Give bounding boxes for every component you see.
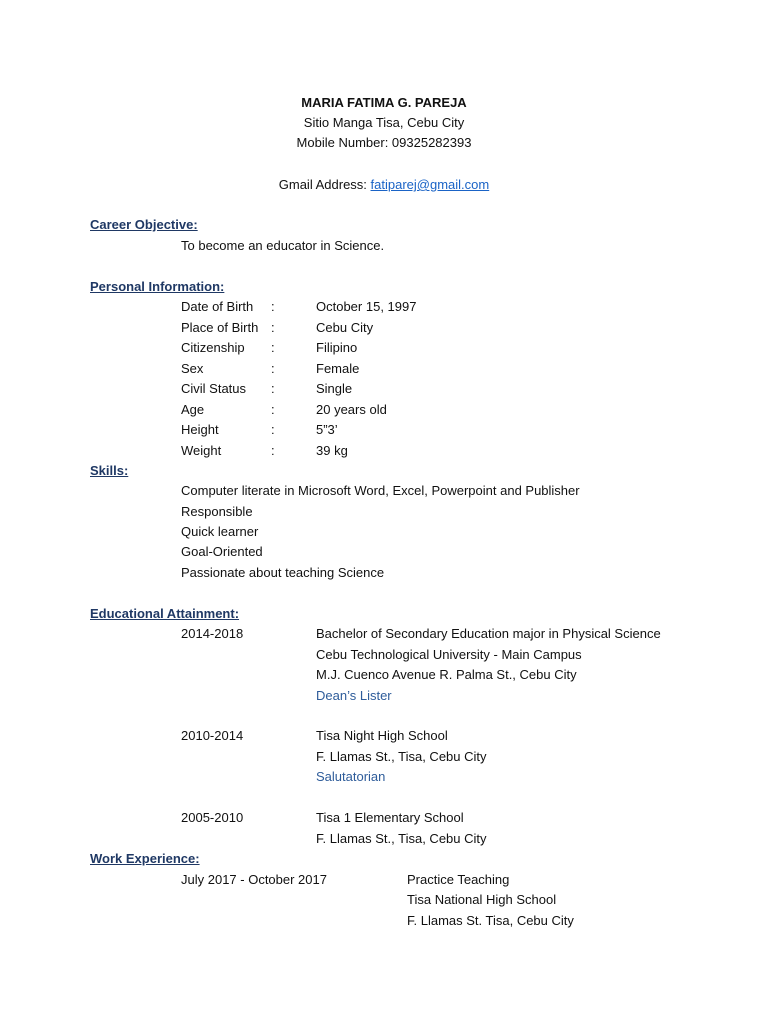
personal-value: Cebu City: [316, 320, 374, 335]
education-line: Cebu Technological University - Main Campus: [316, 647, 582, 662]
education-years: 2005-2010: [181, 810, 244, 825]
personal-separator: :: [271, 402, 275, 417]
education-line: F. Llamas St., Tisa, Cebu City: [316, 831, 487, 846]
career-objective-text: To become an educator in Science.: [181, 238, 385, 253]
personal-label: Height: [181, 422, 219, 437]
personal-label: Sex: [181, 361, 204, 376]
gmail-link[interactable]: fatiparej@gmail.com: [370, 177, 490, 192]
work-period: July 2017 - October 2017: [181, 872, 327, 887]
education-line: Tisa 1 Elementary School: [316, 810, 464, 825]
education-honor: Salutatorian: [316, 769, 386, 784]
mobile-number: Mobile Number: 09325282393: [296, 135, 472, 150]
personal-label: Citizenship: [181, 340, 245, 355]
work-experience-heading: Work Experience:: [90, 851, 200, 866]
skill-item: Computer literate in Microsoft Word, Excel, Powerpoint and Publisher: [181, 483, 580, 498]
personal-value: Filipino: [316, 340, 358, 355]
personal-separator: :: [271, 443, 275, 458]
education-line: Bachelor of Secondary Education major in Physical Science: [316, 626, 661, 641]
work-line: F. Llamas St. Tisa, Cebu City: [407, 913, 574, 928]
applicant-name: MARIA FATIMA G. PAREJA: [301, 95, 467, 110]
skill-item: Responsible: [181, 504, 253, 519]
personal-separator: :: [271, 320, 275, 335]
education-years: 2010-2014: [181, 728, 244, 743]
education-line: Tisa Night High School: [316, 728, 448, 743]
personal-separator: :: [271, 422, 275, 437]
personal-separator: :: [271, 381, 275, 396]
education-line: F. Llamas St., Tisa, Cebu City: [316, 749, 487, 764]
personal-label: Weight: [181, 443, 222, 458]
personal-value: Single: [316, 381, 353, 396]
personal-value: 39 kg: [316, 443, 348, 458]
skill-item: Quick learner: [181, 524, 259, 539]
gmail-label: Gmail Address:: [278, 177, 371, 192]
skill-item: Goal-Oriented: [181, 544, 263, 559]
skill-item: Passionate about teaching Science: [181, 565, 385, 580]
personal-separator: :: [271, 299, 275, 314]
personal-label: Age: [181, 402, 205, 417]
personal-separator: :: [271, 340, 275, 355]
work-line: Practice Teaching: [407, 872, 510, 887]
education-years: 2014-2018: [181, 626, 244, 641]
address: Sitio Manga Tisa, Cebu City: [303, 115, 465, 130]
career-objective-heading: Career Objective:: [90, 217, 198, 232]
personal-value: 5”3’: [316, 422, 338, 437]
personal-label: Civil Status: [181, 381, 247, 396]
personal-value: Female: [316, 361, 360, 376]
personal-label: Place of Birth: [181, 320, 259, 335]
personal-value: October 15, 1997: [316, 299, 417, 314]
personal-separator: :: [271, 361, 275, 376]
education-honor: Dean’s Lister: [316, 688, 392, 703]
education-line: M.J. Cuenco Avenue R. Palma St., Cebu City: [316, 667, 577, 682]
personal-value: 20 years old: [316, 402, 387, 417]
skills-heading: Skills:: [90, 463, 129, 478]
personal-info-heading: Personal Information:: [90, 279, 225, 294]
personal-label: Date of Birth: [181, 299, 254, 314]
gmail-line: [0, 176, 768, 194]
education-heading: Educational Attainment:: [90, 606, 240, 621]
work-line: Tisa National High School: [407, 892, 557, 907]
